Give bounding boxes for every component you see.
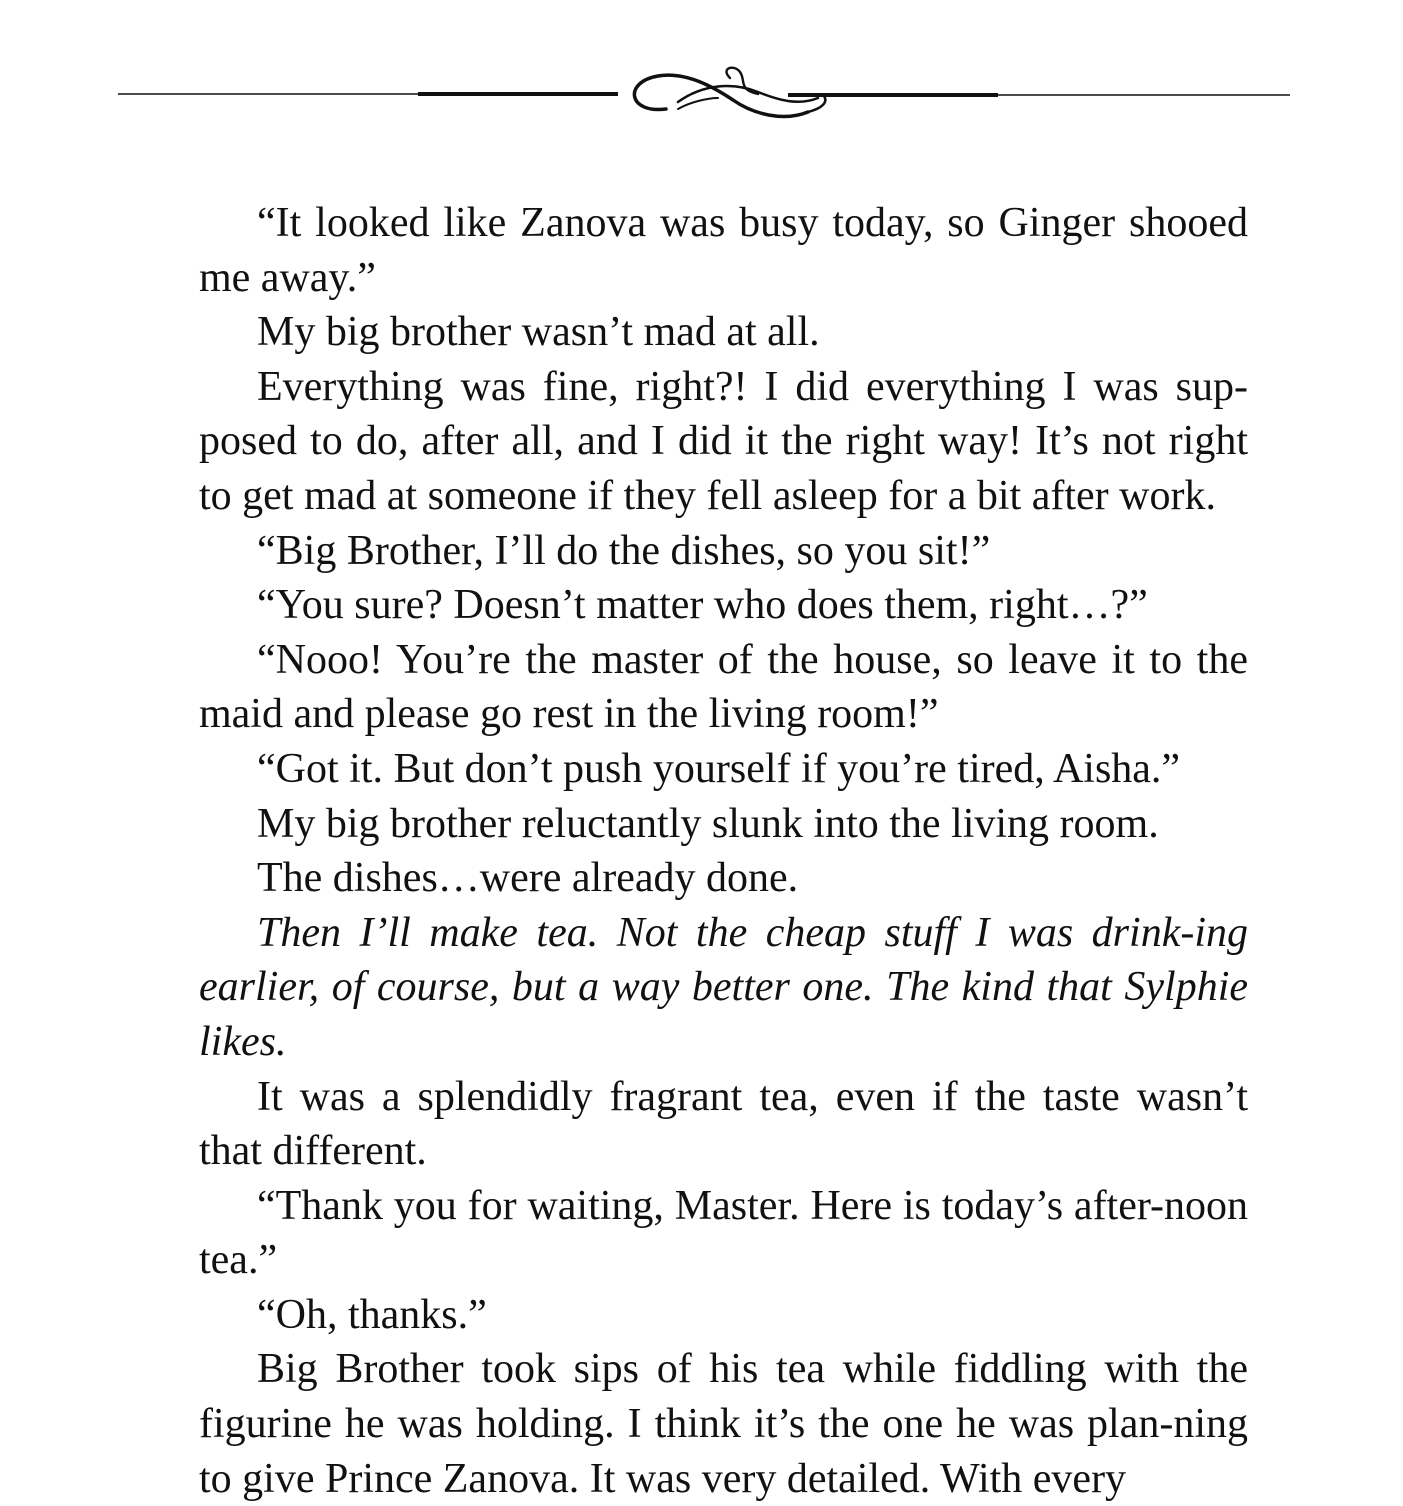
paragraph: It was a splendidly fragrant tea, even if the taste wasn’t that different. (199, 1073, 1248, 1175)
paragraph: Big Brother took sips of his tea while fiddling with the figurine he was holding. I think it’s the one he was plan-ning to give Prince Zanova. It was very detailed. With every (199, 1346, 1248, 1502)
paragraph: The dishes…were already done. (257, 855, 799, 902)
paragraph: Everything was fine, right?! I did everything I was sup-posed to do, after all, and I did it the right way! It’s not right to get mad at someone if they fell asleep for a bit after work. (199, 363, 1248, 519)
paragraph: “Big Brother, I’ll do the dishes, so you sit!” (257, 527, 991, 574)
page-body-text (199, 196, 1248, 1506)
paragraph: My big brother wasn’t mad at all. (257, 309, 820, 356)
paragraph: “You sure? Doesn’t matter who does them, right…?” (257, 582, 1148, 629)
paragraph: “Oh, thanks.” (257, 1291, 487, 1338)
paragraph-italic-thought: Then I’ll make tea. Not the cheap stuff I was drink-ing earlier, of course, but a way better one. The kind that Sylphie likes. (199, 909, 1248, 1065)
paragraph: “Thank you for waiting, Master. Here is today’s after-noon tea.” (199, 1182, 1248, 1284)
paragraph: “Got it. But don’t push yourself if you’re tired, Aisha.” (257, 745, 1181, 792)
paragraph: My big brother reluctantly slunk into the living room. (257, 800, 1159, 847)
paragraph: “It looked like Zanova was busy today, so Ginger shooed me away.” (199, 200, 1248, 301)
flourish-divider-icon (118, 62, 1290, 132)
flourish-ornament (634, 68, 825, 117)
paragraph: “Nooo! You’re the master of the house, so leave it to the maid and please go rest in the living room!” (199, 636, 1248, 738)
